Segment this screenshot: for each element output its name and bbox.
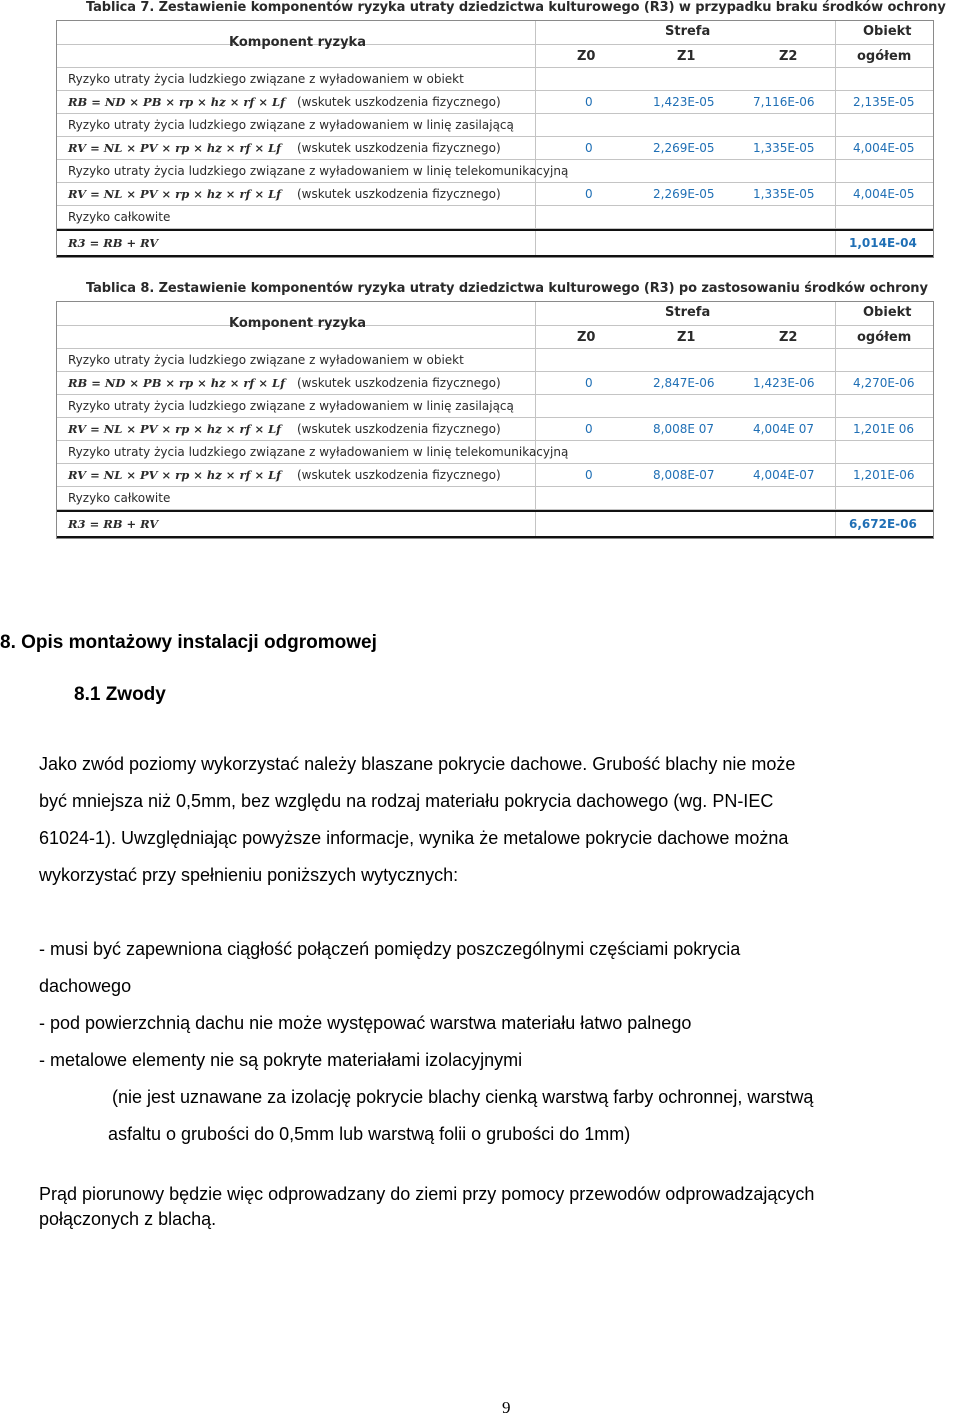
header-z2: Z2 <box>779 329 798 345</box>
table-row: Ryzyko całkowite <box>57 206 933 229</box>
table-subheader-row <box>57 45 933 68</box>
table-header-row <box>57 21 933 50</box>
header-zone: Strefa <box>665 305 711 320</box>
list-item: - pod powierzchnią dachu nie może występować warstwa materiału łatwo palnego <box>39 1013 692 1033</box>
table-row: Ryzyko utraty życia ludzkiego związane z wyładowaniem w linię zasilającą <box>57 395 933 418</box>
header-z0: Z0 <box>577 329 596 345</box>
header-z2: Z2 <box>779 48 798 64</box>
header-total: ogółem <box>857 329 912 345</box>
table-row: RV = NL × PV × rp × hz × rf × Lf (wskutek uszkodzenia fizycznego) 0 8,008E 07 4,004E 07 1,201E 06 <box>57 418 933 441</box>
total-value: 6,672E-06 <box>849 517 917 531</box>
paragraph-1: Jako zwód poziomy wykorzystać należy blaszane pokrycie dachowe. Grubość blachy nie może być mniejsza niż 0,5mm, bez względu na rodzaj materiału pokrycia dachowego (wg. PN-IEC 61024-1). Uwzględniając powyższe informacje, wynika że metalowe pokrycie dachowe można wykorzystać przy spełnieniu poniższych wytycznych: <box>39 754 796 885</box>
header-total: ogółem <box>857 48 912 64</box>
table-row: Ryzyko utraty życia ludzkiego związane z wyładowaniem w obiekt <box>57 349 933 372</box>
header-z1: Z1 <box>677 48 696 64</box>
table-row: Ryzyko utraty życia ludzkiego związane z wyładowaniem w linię telekomunikacyjną <box>57 160 933 183</box>
table-row: RB = ND × PB × rp × hz × rf × Lf (wskutek uszkodzenia fizycznego) 0 2,847E-06 1,423E-06 4,270E-06 <box>57 372 933 395</box>
header-object: Obiekt <box>863 305 912 320</box>
table-subheader-row <box>57 326 933 349</box>
table-row: RV = NL × PV × rp × hz × rf × Lf (wskutek uszkodzenia fizycznego) 0 2,269E-05 1,335E-05 4,004E-05 <box>57 183 933 206</box>
subsection-heading: 8.1 Zwody <box>74 684 166 705</box>
header-z0: Z0 <box>577 48 596 64</box>
table-header-row <box>57 302 933 331</box>
header-z1: Z1 <box>677 329 696 345</box>
table-7-caption: Tablica 7. Zestawienie komponentów ryzyka utraty dziedzictwa kulturowego (R3) w przypadku braku środków ochrony <box>86 0 946 15</box>
table-row: RV = NL × PV × rp × hz × rf × Lf (wskutek uszkodzenia fizycznego) 0 2,269E-05 1,335E-05 4,004E-05 <box>57 137 933 160</box>
table-row: RV = NL × PV × rp × hz × rf × Lf (wskutek uszkodzenia fizycznego) 0 8,008E-07 4,004E-07 1,201E-06 <box>57 464 933 487</box>
list-item: dachowego <box>39 976 132 996</box>
requirements-list <box>39 931 740 1079</box>
table-7-body <box>56 20 934 258</box>
section-heading: 8. Opis montażowy instalacji odgromowej <box>0 632 377 653</box>
list-item: - metalowe elementy nie są pokryte materiałami izolacyjnymi <box>39 1050 523 1070</box>
table-8-body <box>56 301 934 539</box>
header-object: Obiekt <box>863 24 912 39</box>
table-8-caption: Tablica 8. Zestawienie komponentów ryzyka utraty dziedzictwa kulturowego (R3) po zastosowaniu środków ochrony <box>86 281 928 296</box>
table-row: Ryzyko utraty życia ludzkiego związane z wyładowaniem w obiekt <box>57 68 933 91</box>
header-component: Komponent ryzyka <box>229 316 366 331</box>
list-item: - musi być zapewniona ciągłość połączeń pomiędzy poszczególnymi częściami pokrycia <box>39 939 741 959</box>
table-row: Ryzyko całkowite <box>57 487 933 510</box>
note: (nie jest uznawane za izolację pokrycie blachy cienką warstwą farby ochronnej, warstwą asfaltu o grubości do 0,5mm lub warstwą folii o grubości do 1mm) <box>108 1087 814 1144</box>
paragraph-2: Prąd piorunowy będzie więc odprowadzany do ziemi przy pomocy przewodów odprowadzających połączonych z blachą. <box>39 1184 815 1229</box>
header-component: Komponent ryzyka <box>229 35 366 50</box>
total-value: 1,014E-04 <box>849 236 917 250</box>
header-zone: Strefa <box>665 24 711 39</box>
table-row: Ryzyko utraty życia ludzkiego związane z wyładowaniem w linię telekomunikacyjną <box>57 441 933 464</box>
page-number: 9 <box>502 1398 511 1417</box>
table-row: RB = ND × PB × rp × hz × rf × Lf (wskutek uszkodzenia fizycznego) 0 1,423E-05 7,116E-06 2,135E-05 <box>57 91 933 114</box>
table-total-row: R3 = RB + RV 6,672E-06 <box>57 510 933 538</box>
table-total-row: R3 = RB + RV 1,014E-04 <box>57 229 933 257</box>
table-row: Ryzyko utraty życia ludzkiego związane z wyładowaniem w linię zasilającą <box>57 114 933 137</box>
